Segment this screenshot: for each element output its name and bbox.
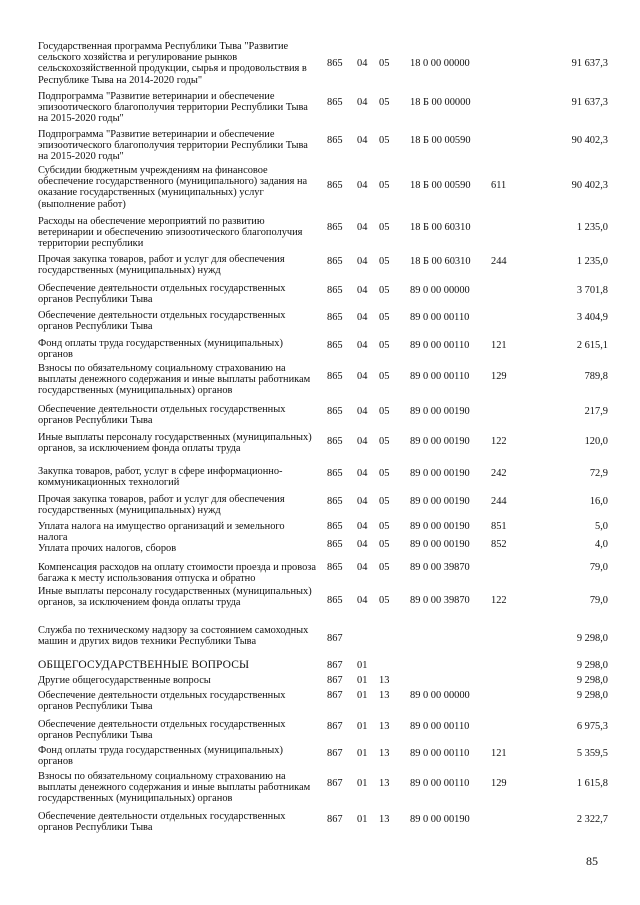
expense-type-code: 244	[491, 256, 507, 267]
amount: 6 975,3	[576, 721, 608, 732]
amount: 1 235,0	[576, 256, 608, 267]
subsection-code: 05	[379, 406, 390, 417]
target-article-code: 89 0 00 39870	[410, 595, 470, 606]
target-article-code: 89 0 00 39870	[410, 562, 470, 573]
amount: 2 322,7	[576, 814, 608, 825]
section-code: 04	[357, 562, 368, 573]
amount: 1 235,0	[576, 222, 608, 233]
section-code: 04	[357, 595, 368, 606]
amount: 79,0	[589, 595, 608, 606]
target-article-code: 89 0 00 00110	[410, 371, 470, 382]
amount: 91 637,3	[571, 58, 608, 69]
subsection-code: 05	[379, 222, 390, 233]
section-code: 04	[357, 180, 368, 191]
expense-type-code: 121	[491, 748, 507, 759]
expense-type-code: 852	[491, 539, 507, 550]
amount: 120,0	[584, 436, 608, 447]
subsection-code: 13	[379, 778, 390, 789]
section-code: 04	[357, 539, 368, 550]
section-code: 01	[357, 675, 368, 686]
subsection-code: 05	[379, 312, 390, 323]
expense-type-code: 129	[491, 778, 507, 789]
admin-code: 865	[327, 340, 343, 351]
subsection-code: 05	[379, 562, 390, 573]
section-code: 01	[357, 814, 368, 825]
subsection-code: 05	[379, 256, 390, 267]
admin-code: 865	[327, 312, 343, 323]
subsection-code: 05	[379, 595, 390, 606]
row-name: Взносы по обязательному социальному страхованию на выплаты денежного содержания и иные выплаты работникам государственных (муниципальных) органов	[38, 363, 311, 397]
row-name: Подпрограмма "Развитие ветеринарии и обеспечение эпизоотического благополучия территории Республики Тыва на 2015-2020 годы"	[38, 91, 308, 125]
amount: 9 298,0	[576, 633, 608, 644]
row-name: Уплата прочих налогов, сборов	[38, 543, 177, 554]
row-name: Фонд оплаты труда государственных (муниципальных) органов	[38, 338, 283, 361]
expense-type-code: 242	[491, 468, 507, 479]
target-article-code: 89 0 00 00190	[410, 496, 470, 507]
admin-code: 867	[327, 814, 343, 825]
target-article-code: 89 0 00 00110	[410, 721, 470, 732]
row-name: Иные выплаты персоналу государственных (муниципальных) органов, за исключением фонда оплаты труда	[38, 432, 312, 455]
subsection-code: 05	[379, 180, 390, 191]
target-article-code: 89 0 00 00190	[410, 436, 470, 447]
admin-code: 865	[327, 595, 343, 606]
row-name: ОБЩЕГОСУДАРСТВЕННЫЕ ВОПРОСЫ	[38, 659, 250, 671]
amount: 217,9	[584, 406, 608, 417]
expense-type-code: 851	[491, 521, 507, 532]
target-article-code: 89 0 00 00110	[410, 778, 470, 789]
section-code: 04	[357, 285, 368, 296]
subsection-code: 05	[379, 285, 390, 296]
target-article-code: 89 0 00 00190	[410, 521, 470, 532]
amount: 9 298,0	[576, 690, 608, 701]
amount: 2 615,1	[576, 340, 608, 351]
amount: 91 637,3	[571, 97, 608, 108]
subsection-code: 05	[379, 468, 390, 479]
row-name: Обеспечение деятельности отдельных государственных органов Республики Тыва	[38, 310, 286, 333]
section-code: 04	[357, 436, 368, 447]
admin-code: 865	[327, 406, 343, 417]
row-name: Обеспечение деятельности отдельных государственных органов Республики Тыва	[38, 690, 286, 713]
target-article-code: 89 0 00 00110	[410, 312, 470, 323]
amount: 4,0	[595, 539, 608, 550]
target-article-code: 89 0 00 00190	[410, 468, 470, 479]
section-code: 04	[357, 256, 368, 267]
section-code: 04	[357, 496, 368, 507]
amount: 16,0	[589, 496, 608, 507]
target-article-code: 18 Б 00 00590	[410, 180, 471, 191]
admin-code: 865	[327, 371, 343, 382]
amount: 5 359,5	[576, 748, 608, 759]
row-name: Субсидии бюджетным учреждениям на финансовое обеспечение государственного (муниципального) задания на оказание государственных (муниципальных) услуг (выполнение работ)	[38, 165, 308, 210]
target-article-code: 89 0 00 00110	[410, 340, 470, 351]
section-code: 04	[357, 222, 368, 233]
admin-code: 865	[327, 285, 343, 296]
amount: 5,0	[595, 521, 608, 532]
target-article-code: 89 0 00 00190	[410, 406, 470, 417]
admin-code: 865	[327, 222, 343, 233]
amount: 79,0	[589, 562, 608, 573]
target-article-code: 89 0 00 00190	[410, 539, 470, 550]
admin-code: 865	[327, 180, 343, 191]
admin-code: 865	[327, 496, 343, 507]
subsection-code: 05	[379, 340, 390, 351]
section-code: 04	[357, 135, 368, 146]
admin-code: 867	[327, 675, 343, 686]
admin-code: 865	[327, 135, 343, 146]
section-code: 04	[357, 58, 368, 69]
admin-code: 867	[327, 633, 343, 644]
subsection-code: 05	[379, 539, 390, 550]
expense-type-code: 244	[491, 496, 507, 507]
target-article-code: 18 Б 00 00000	[410, 97, 471, 108]
section-code: 04	[357, 312, 368, 323]
admin-code: 865	[327, 468, 343, 479]
amount: 90 402,3	[571, 135, 608, 146]
expense-type-code: 122	[491, 595, 507, 606]
admin-code: 867	[327, 690, 343, 701]
subsection-code: 05	[379, 521, 390, 532]
target-article-code: 18 Б 00 60310	[410, 222, 471, 233]
admin-code: 867	[327, 748, 343, 759]
section-code: 04	[357, 468, 368, 479]
row-name: Уплата налога на имущество организаций и земельного налога	[38, 521, 285, 544]
expense-type-code: 129	[491, 371, 507, 382]
subsection-code: 05	[379, 58, 390, 69]
section-code: 04	[357, 97, 368, 108]
row-name: Государственная программа Республики Тыва "Развитие сельского хозяйства и регулирование рынков сельскохозяйственной продукции, сырья и продовольствия в Республике Тыва на 2014-2020 годы"	[38, 41, 307, 86]
section-code: 01	[357, 721, 368, 732]
target-article-code: 89 0 00 00000	[410, 285, 470, 296]
subsection-code: 05	[379, 436, 390, 447]
admin-code: 865	[327, 539, 343, 550]
section-code: 04	[357, 340, 368, 351]
admin-code: 865	[327, 256, 343, 267]
subsection-code: 13	[379, 814, 390, 825]
target-article-code: 18 Б 00 60310	[410, 256, 471, 267]
row-name: Закупка товаров, работ, услуг в сфере информационно-коммуникационных технологий	[38, 466, 283, 489]
row-name: Прочая закупка товаров, работ и услуг для обеспечения государственных (муниципальных) нужд	[38, 254, 285, 277]
subsection-code: 13	[379, 748, 390, 759]
amount: 72,9	[589, 468, 608, 479]
target-article-code: 89 0 00 00190	[410, 814, 470, 825]
target-article-code: 18 0 00 00000	[410, 58, 470, 69]
amount: 9 298,0	[576, 660, 608, 671]
row-name: Обеспечение деятельности отдельных государственных органов Республики Тыва	[38, 811, 286, 834]
amount: 9 298,0	[576, 675, 608, 686]
admin-code: 867	[327, 778, 343, 789]
row-name: Служба по техническому надзору за состоянием самоходных машин и других видов техники Республики Тыва	[38, 625, 309, 648]
admin-code: 865	[327, 58, 343, 69]
admin-code: 865	[327, 521, 343, 532]
target-article-code: 89 0 00 00000	[410, 690, 470, 701]
row-name: Подпрограмма "Развитие ветеринарии и обеспечение эпизоотического благополучия территории Республики Тыва на 2015-2020 годы"	[38, 129, 308, 163]
target-article-code: 89 0 00 00110	[410, 748, 470, 759]
admin-code: 865	[327, 562, 343, 573]
admin-code: 867	[327, 660, 343, 671]
subsection-code: 13	[379, 675, 390, 686]
row-name: Иные выплаты персоналу государственных (муниципальных) органов, за исключением фонда оплаты труда	[38, 586, 312, 609]
section-code: 01	[357, 690, 368, 701]
target-article-code: 18 Б 00 00590	[410, 135, 471, 146]
admin-code: 865	[327, 97, 343, 108]
amount: 90 402,3	[571, 180, 608, 191]
admin-code: 867	[327, 721, 343, 732]
amount: 3 701,8	[576, 285, 608, 296]
expense-type-code: 121	[491, 340, 507, 351]
row-name: Обеспечение деятельности отдельных государственных органов Республики Тыва	[38, 404, 286, 427]
amount: 1 615,8	[576, 778, 608, 789]
subsection-code: 05	[379, 97, 390, 108]
admin-code: 865	[327, 436, 343, 447]
row-name: Прочая закупка товаров, работ и услуг для обеспечения государственных (муниципальных) нужд	[38, 494, 285, 517]
row-name: Другие общегосударственные вопросы	[38, 675, 211, 686]
expense-type-code: 611	[491, 180, 507, 191]
row-name: Расходы на обеспечение мероприятий по развитию ветеринарии и обеспечению эпизоотического благополучия территории республики	[38, 216, 303, 250]
subsection-code: 05	[379, 371, 390, 382]
section-code: 04	[357, 406, 368, 417]
row-name: Фонд оплаты труда государственных (муниципальных) органов	[38, 745, 283, 768]
subsection-code: 13	[379, 690, 390, 701]
expense-type-code: 122	[491, 436, 507, 447]
row-name: Обеспечение деятельности отдельных государственных органов Республики Тыва	[38, 719, 286, 742]
section-code: 04	[357, 371, 368, 382]
row-name: Компенсация расходов на оплату стоимости проезда и провоза багажа к месту использования отпуска и обратно	[38, 562, 316, 585]
row-name: Взносы по обязательному социальному страхованию на выплаты денежного содержания и иные выплаты работникам государственных (муниципальных) органов	[38, 771, 311, 805]
section-code: 04	[357, 521, 368, 532]
amount: 789,8	[584, 371, 608, 382]
section-code: 01	[357, 778, 368, 789]
subsection-code: 05	[379, 135, 390, 146]
section-code: 01	[357, 748, 368, 759]
subsection-code: 05	[379, 496, 390, 507]
section-code: 01	[357, 660, 368, 671]
amount: 3 404,9	[576, 312, 608, 323]
page-number: 85	[586, 854, 598, 868]
row-name: Обеспечение деятельности отдельных государственных органов Республики Тыва	[38, 283, 286, 306]
subsection-code: 13	[379, 721, 390, 732]
